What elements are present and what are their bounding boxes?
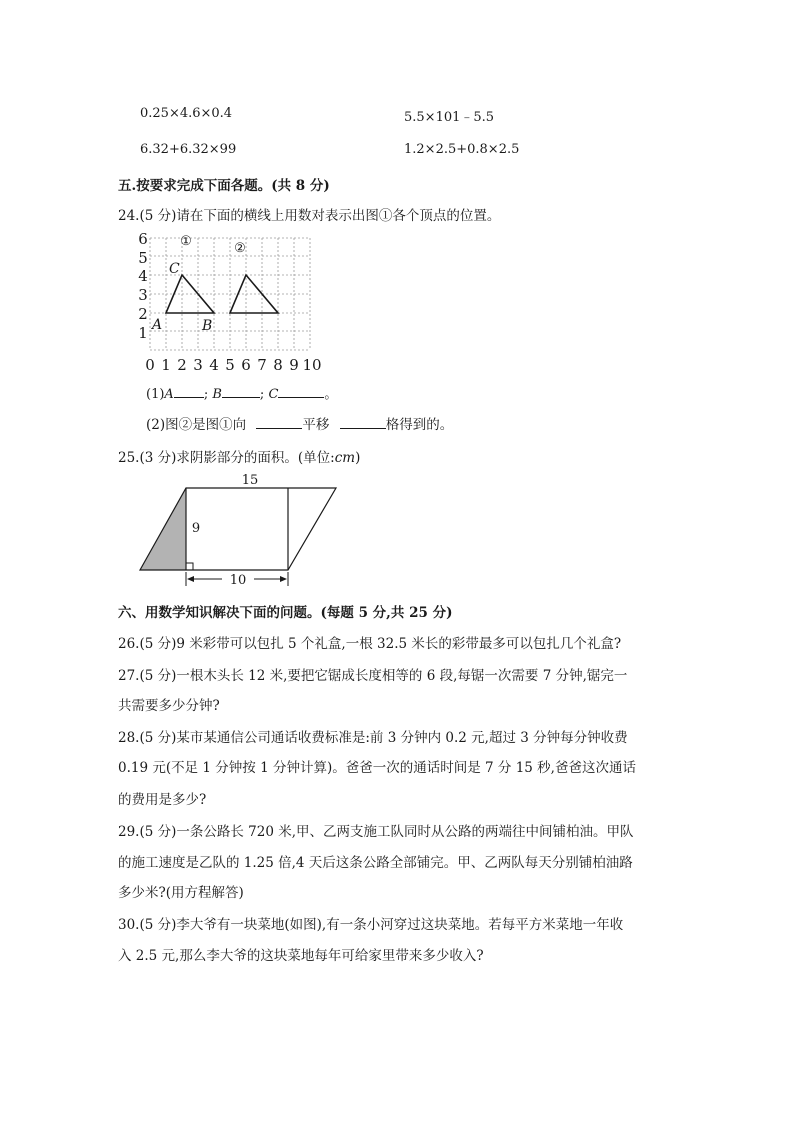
section-title: 五.按要求完成下面各题。(共 8 分) (118, 178, 330, 194)
x-tick-label: 3 (193, 356, 203, 374)
question-26: 26.(5 分)9 米彩带可以包扎 5 个礼盒,一根 32.5 米长的彩带最多可以包扎几个礼盒? (118, 636, 622, 652)
vertex-a-label: A (164, 387, 174, 402)
bottom-length-label: 10 (229, 573, 247, 588)
height-label: 9 (191, 521, 201, 536)
question-28-line: 0.19 元(不足 1 分钟按 1 分钟计算)。爸爸一次的通话时间是 7 分 15 秒,爸爸这次通话 (118, 760, 636, 776)
answer-blank-c[interactable] (278, 396, 324, 398)
parallelogram-figure (130, 470, 350, 592)
calc-expression: 5.5×101﹣5.5 (404, 110, 495, 125)
y-tick-label: 6 (138, 230, 148, 248)
y-tick-label: 1 (138, 324, 148, 342)
answer-blank-a[interactable] (174, 396, 204, 398)
question-24-stem: 24.(5 分)请在下面的横线上用数对表示出图①各个顶点的位置。 (118, 208, 501, 224)
x-tick-label: 6 (241, 356, 251, 374)
vertex-label-a: A (152, 317, 163, 333)
x-tick-label: 4 (209, 356, 219, 374)
y-tick-label: 4 (138, 267, 148, 285)
x-tick-label: 1 (161, 356, 171, 374)
x-tick-label: 8 (273, 356, 283, 374)
vertex-label-c: C (169, 261, 180, 277)
answer-blank-direction[interactable] (256, 427, 302, 429)
question-25-stem (118, 446, 360, 466)
x-tick-label: 5 (225, 356, 235, 374)
calc-expression: 6.32+6.32×99 (140, 142, 237, 157)
question-29-line: 的施工速度是乙队的 1.25 倍,4 天后这条公路全部铺完。甲、乙两队每天分别铺柏油路 (118, 855, 633, 871)
top-length-label: 15 (241, 473, 259, 488)
figure-1-label: ① (180, 234, 192, 249)
question-30-line: 入 2.5 元,那么李大爷的这块菜地每年可给家里带来多少收入? (118, 948, 484, 964)
calc-expression: 1.2×2.5+0.8×2.5 (404, 142, 520, 157)
vertex-c-label: C (268, 387, 279, 402)
question-28-line: 28.(5 分)某市某通信公司通话收费标准是:前 3 分钟内 0.2 元,超过 3 分钟每分钟收费 (118, 730, 628, 746)
sentence-end: 。 (324, 387, 338, 402)
separator: ; (203, 387, 209, 402)
question-28-line: 的费用是多少? (118, 792, 207, 808)
unit-label: cm (334, 450, 356, 466)
dimension-arrow-left (187, 576, 194, 582)
vertex-label-b: B (202, 318, 213, 334)
answer-blank-steps[interactable] (340, 427, 386, 429)
y-tick-label: 5 (138, 249, 148, 267)
x-tick-label: 2 (177, 356, 187, 374)
x-tick-label: 9 (289, 356, 299, 374)
part-2-text-3: 格得到的。 (385, 417, 454, 433)
separator: ; (259, 387, 265, 402)
right-angle-mark (186, 563, 193, 570)
x-tick-label: 7 (257, 356, 267, 374)
question-27-line: 共需要多少分钟? (118, 698, 220, 714)
figure-2-label: ② (234, 241, 246, 256)
question-29-line: 29.(5 分)一条公路长 720 米,甲、乙两支施工队同时从公路的两端往中间铺柏油。甲队 (118, 824, 634, 840)
question-25-close: ) (355, 450, 361, 466)
part-number: (1) (146, 387, 165, 402)
vertex-b-label: B (212, 387, 222, 402)
y-tick-label: 3 (138, 286, 148, 304)
calc-expression: 0.25×4.6×0.4 (140, 106, 233, 121)
section-title: 六、用数学知识解决下面的问题。(每题 5 分,共 25 分) (118, 605, 453, 621)
answer-blank-b[interactable] (222, 396, 260, 398)
x-tick-label: 0 (145, 356, 155, 374)
part-2-text-1: (2)图②是图①向 (146, 417, 247, 433)
question-27-line: 27.(5 分)一根木头长 12 米,要把它锯成长度相等的 6 段,每锯一次需要 7 分钟,锯完一 (118, 668, 628, 684)
question-24-part-2 (146, 413, 453, 433)
question-24-part-1 (146, 383, 337, 402)
question-30-line: 30.(5 分)李大爷有一块菜地(如图),有一条小河穿过这块菜地。若每平方米菜地一年收 (118, 917, 624, 933)
y-tick-label: 2 (138, 305, 148, 323)
part-2-text-2: 平移 (302, 417, 330, 433)
coordinate-grid-figure (130, 226, 330, 376)
x-tick-label: 10 (302, 356, 322, 374)
question-29-line: 多少米?(用方程解答) (118, 885, 244, 901)
question-25-text: 25.(3 分)求阴影部分的面积。(单位: (118, 450, 335, 466)
dimension-arrow-right (280, 576, 287, 582)
